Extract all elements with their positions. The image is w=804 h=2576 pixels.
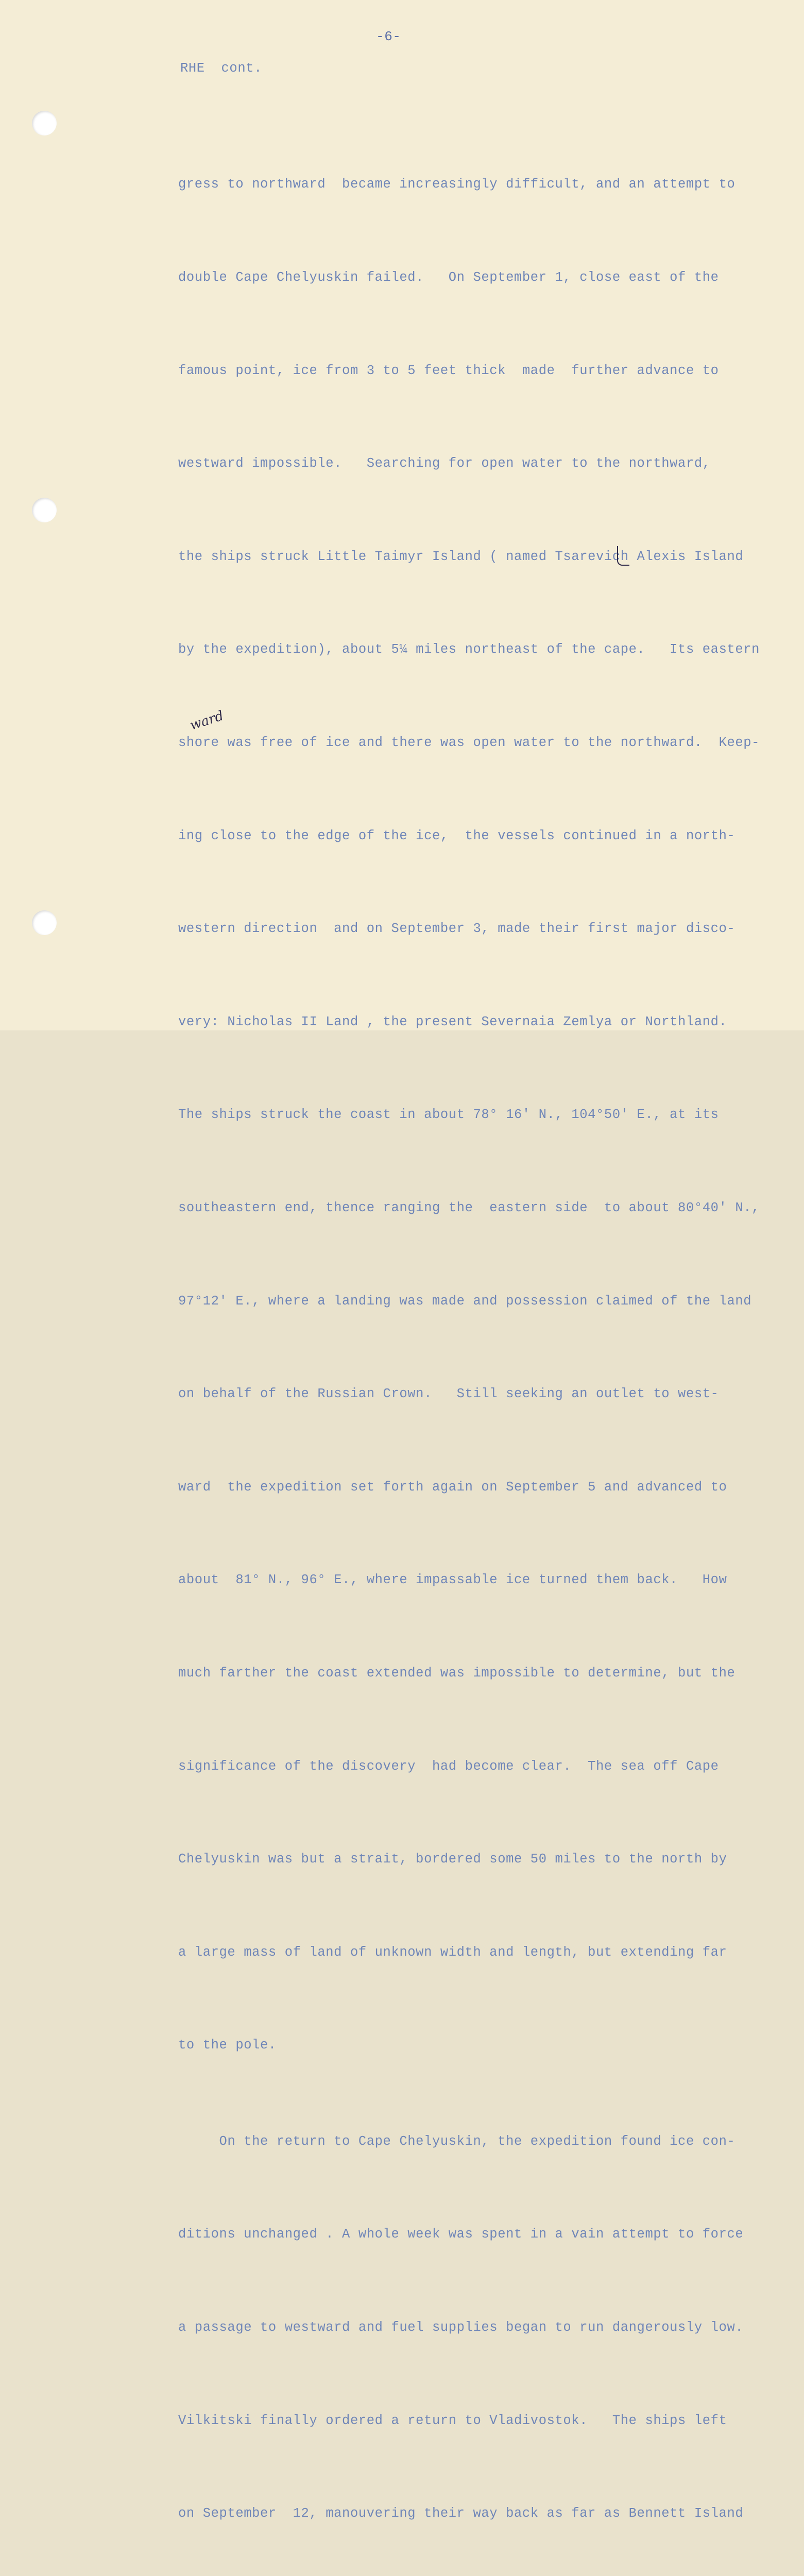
text-line: Vilkitski finally ordered a return to Vladivostok. The ships left xyxy=(178,2413,727,2428)
text-line: southeastern end, thence ranging the eastern side to about 80°40' N., xyxy=(178,1200,760,1215)
text-line: On the return to Cape Chelyuskin, the expedition found ice con- xyxy=(178,2133,735,2149)
text-line: gress to northward became increasingly difficult, and an attempt to xyxy=(178,177,735,192)
text-line: about 81° N., 96° E., where impassable ice turned them back. How xyxy=(178,1572,727,1588)
text-line: 97°12' E., where a landing was made and possession claimed of the land xyxy=(178,1293,752,1309)
text-line: shore was free of ice and there was open water to the northward. Keep- xyxy=(178,735,760,750)
text-line: western direction and on September 3, made their first major disco- xyxy=(178,921,735,937)
text-line: ing close to the edge of the ice, the vessels continued in a north- xyxy=(178,828,735,843)
binder-hole xyxy=(32,910,57,935)
text-line: The ships struck the coast in about 78° 16' N., 104°50' E., at its xyxy=(178,1107,719,1123)
text-line: westward impossible. Searching for open water to the northward, xyxy=(178,456,711,471)
text-line: the ships struck Little Taimyr Island ( named Tsarevich Alexis Island xyxy=(178,549,744,564)
text-line: very: Nicholas II Land , the present Severnaia Zemlya or Northland. xyxy=(178,1014,727,1029)
text-line: on behalf of the Russian Crown. Still seeking an outlet to west- xyxy=(178,1386,719,1402)
text-line: double Cape Chelyuskin failed. On September 1, close east of the xyxy=(178,270,719,285)
text-line: famous point, ice from 3 to 5 feet thick made further advance to xyxy=(178,363,719,378)
text-line: a passage to westward and fuel supplies began to run dangerously low. xyxy=(178,2320,744,2335)
handwritten-annotation: ward xyxy=(188,708,226,734)
text-line: a large mass of land of unknown width and length, but extending far xyxy=(178,1944,727,1960)
handwritten-correction-mark xyxy=(617,546,629,566)
section-header: RHE cont. xyxy=(180,61,263,76)
text-line: ward the expedition set forth again on September 5 and advanced to xyxy=(178,1479,727,1495)
text-line: Chelyuskin was but a strait, bordered some 50 miles to the north by xyxy=(178,1852,727,1867)
text-line: by the expedition), about 5¼ miles northeast of the cape. Its eastern xyxy=(178,642,760,657)
text-line: ditions unchanged . A whole week was spent in a vain attempt to force xyxy=(178,2227,744,2242)
text-line: on September 12, manouvering their way back as far as Bennett Island xyxy=(178,2506,744,2521)
text-line: significance of the discovery had become clear. The sea off Cape xyxy=(178,1758,719,1774)
page-number: -6- xyxy=(376,29,401,44)
binder-hole xyxy=(32,498,57,522)
body-text xyxy=(178,107,760,2576)
binder-hole xyxy=(32,111,57,135)
text-line: much farther the coast extended was impossible to determine, but the xyxy=(178,1665,735,1681)
text-line: to the pole. xyxy=(178,2038,277,2053)
